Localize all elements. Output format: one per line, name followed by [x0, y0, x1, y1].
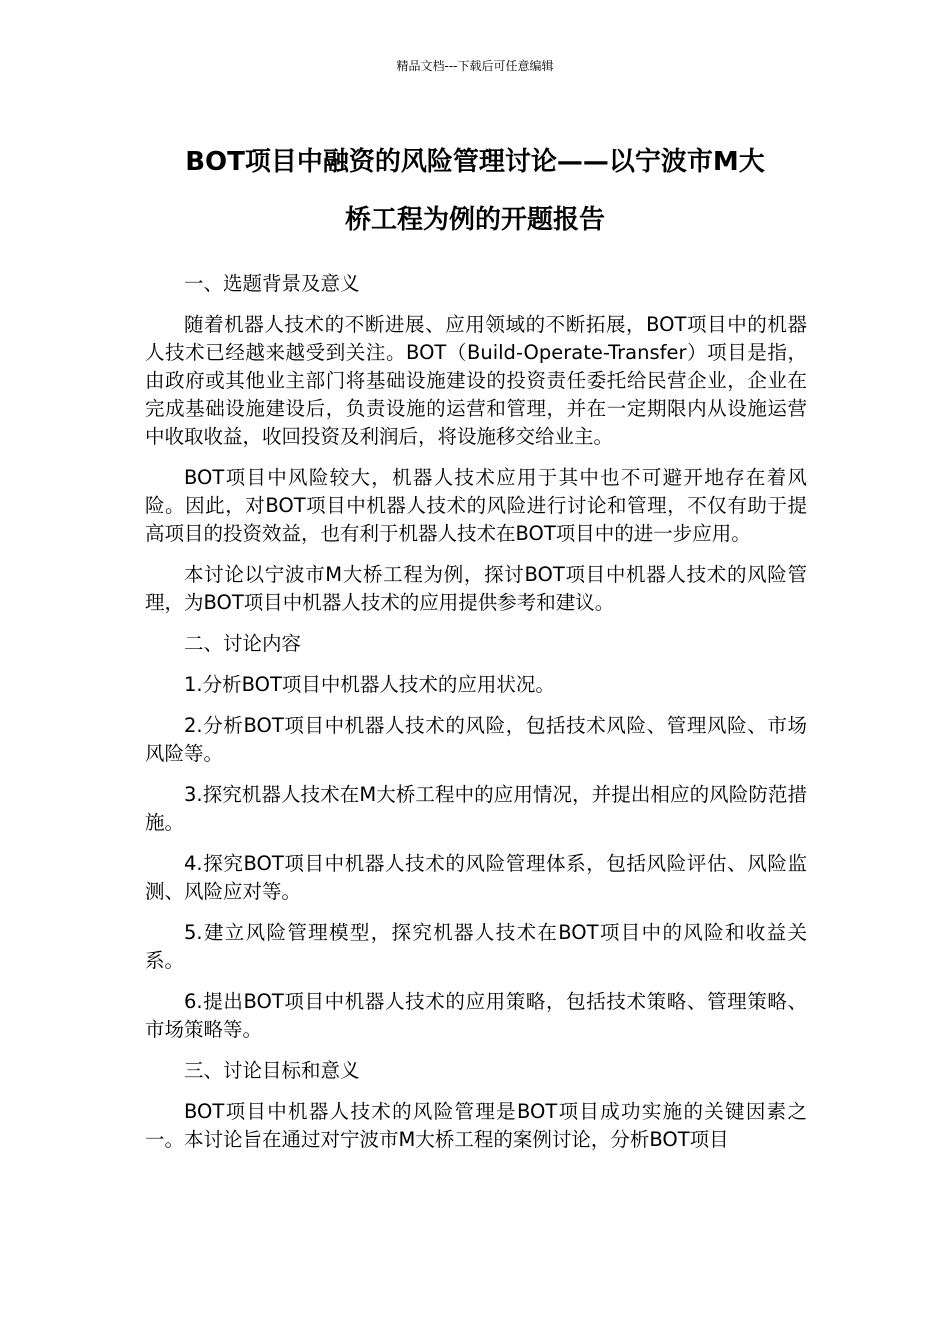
list-item: 6.提出BOT项目中机器人技术的应用策略，包括技术策略、管理策略、市场策略等。	[145, 990, 807, 1041]
section-heading-1: 一、选题背景及意义	[184, 272, 360, 295]
document-title	[120, 133, 830, 249]
paragraph: 随着机器人技术的不断进展、应用领域的不断拓展，BOT项目中的机器人技术已经越来越受到关注。BOT（Build-Operate-Transfer）项目是指，由政府或其他业主部门将基础设施建设的投资责任委托给民营企业，企业在完成基础设施建设后，负责设施的运营和管理，并在一定期限内从设施运营中收取收益，收回投资及利润后，将设施移交给业主。	[145, 313, 807, 448]
list-item: 1.分析BOT项目中机器人技术的应用状况。	[184, 673, 555, 696]
list-item: 3.探究机器人技术在M大桥工程中的应用情况，并提出相应的风险防范措施。	[145, 783, 807, 834]
paragraph: 本讨论以宁波市M大桥工程为例，探讨BOT项目中机器人技术的风险管理，为BOT项目中机器人技术的应用提供参考和建议。	[145, 563, 807, 614]
paragraph: BOT项目中机器人技术的风险管理是BOT项目成功实施的关键因素之一。本讨论旨在通过对宁波市M大桥工程的案例讨论，分析BOT项目	[145, 1100, 807, 1151]
section-heading-3: 三、讨论目标和意义	[184, 1059, 360, 1082]
section-heading-2: 二、讨论内容	[184, 632, 302, 655]
title-line-2: 桥工程为例的开题报告	[344, 205, 605, 235]
document-body	[145, 270, 807, 1167]
list-item: 4.探究BOT项目中机器人技术的风险管理体系，包括风险评估、风险监测、风险应对等。	[145, 852, 807, 903]
paragraph: BOT项目中风险较大，机器人技术应用于其中也不可避开地存在着风险。因此，对BOT项目中机器人技术的风险进行讨论和管理，不仅有助于提高项目的投资效益，也有利于机器人技术在BOT项目中的进一步应用。	[145, 466, 807, 545]
page-header: 精品文档---下载后可任意编辑	[396, 59, 554, 73]
title-line-1: BOT项目中融资的风险管理讨论——以宁波市M大	[185, 147, 765, 177]
list-item: 5.建立风险管理模型，探究机器人技术在BOT项目中的风险和收益关系。	[145, 921, 807, 972]
list-item: 2.分析BOT项目中机器人技术的风险，包括技术风险、管理风险、市场风险等。	[145, 714, 807, 765]
